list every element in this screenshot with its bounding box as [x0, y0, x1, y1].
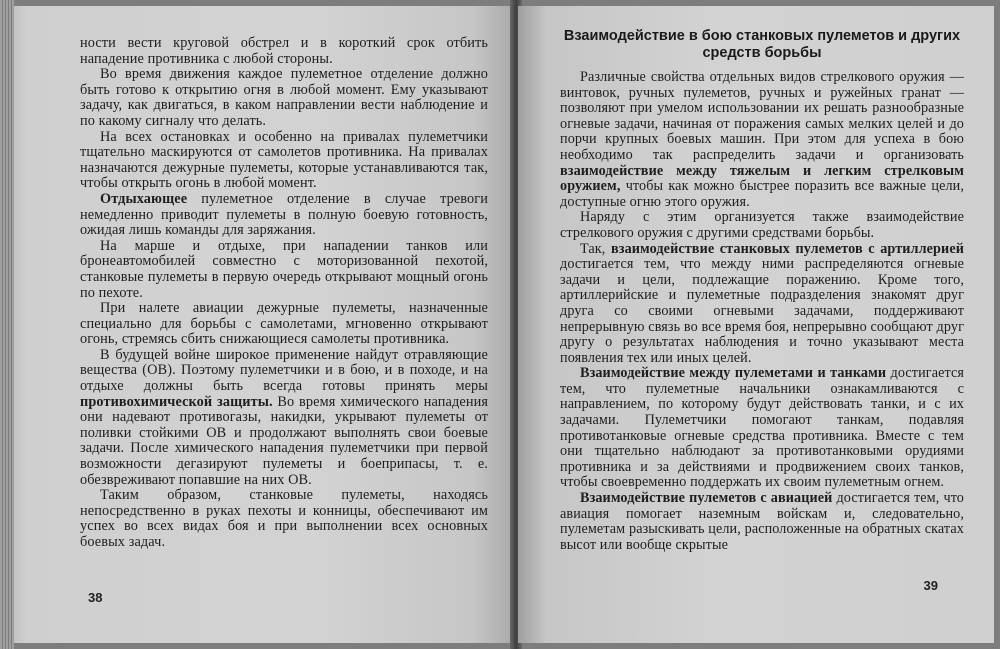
paragraph: [80, 348, 488, 488]
left-page-body: [80, 36, 488, 551]
paragraph: [560, 366, 964, 491]
text-run: Во время химического нападения они надевают противогазы, накидки, укрывают пулеметы от поливки стойкими ОВ и продолжают выполнять свои боевые задачи. После химического нападения пулеметчики при первой возможности дегазируют пулеметы и боеприпасы, т. е. обезвреживают попавшие на них ОВ.: [80, 393, 488, 488]
left-page-number: 38: [88, 590, 103, 605]
text-run: Различные свойства отдельных видов стрелкового оружия — винтовок, ручных пулеметов, ручных и ружейных гранат — позволяют при умелом использовании их решать разнообразные огневые задачи, начиная от поражения самых мелких целей и до порчи крупных боевых машин. При этом для успеха в бою необходимо так распределить задачи и организовать: [560, 69, 964, 163]
paragraph: [560, 491, 964, 553]
text-run: достигается тем, что между ними распределяются огневые задачи и цели, подлежащие поражению. Кроме того, артиллерийские и пулеметные подразделения знакомят друг друга со своими огневыми задачами, поддерживают непрерывную связь во все время боя, непрерывно сообщают друг другу о результатах наблюдения и точно указывают места появления тех или иных целей.: [560, 256, 964, 366]
text-run: На всех остановках и особенно на привалах пулеметчики тщательно маскируются от самолетов противника. На привалах назначаются дежурные пулеметы, которые устанавливаются так, чтобы открыть огонь в любой момент.: [80, 128, 488, 192]
bold-text: взаимодействие между тяжелым и легким стрелковым оружием,: [560, 162, 964, 195]
bold-text: взаимодействие станковых пулеметов с артиллерией: [611, 240, 964, 257]
paragraph: [80, 301, 488, 348]
text-run: На марше и отдыхе, при нападении танков или бронеавтомобилей совместно с моторизованной пехотой, станковые пулеметы в первую очередь открывают мощный огонь по пехоте.: [80, 237, 488, 301]
bold-text: противохимической защиты.: [80, 393, 273, 410]
paragraph: [80, 239, 488, 301]
paragraph: [80, 488, 488, 550]
bold-text: Взаимодействие между пулеметами и танками: [580, 365, 887, 382]
section-heading: Взаимодействие в бою станковых пулеметов и других средств борьбы: [563, 28, 961, 61]
right-page-number: 39: [923, 578, 938, 593]
left-page: [6, 6, 514, 643]
paragraph: [80, 130, 488, 192]
text-run: Наряду с этим организуется также взаимодействие стрелкового оружия с другими средствами борьбы.: [560, 209, 964, 241]
right-page: [518, 6, 994, 643]
paragraph: [80, 192, 488, 239]
paragraph: [560, 210, 964, 241]
paragraph: [80, 36, 488, 67]
text-run: Во время движения каждое пулеметное отделение должно быть готово к открытию огня в любой момент. Ему указывают задачу, как двигаться, в каком направлении вести наблюдение и по какому сигналу что делать.: [80, 66, 488, 129]
bold-text: Отдыхающее: [100, 190, 188, 207]
text-run: При налете авиации дежурные пулеметы, назначенные специально для борьбы с самолетами, мгновенно открывают огонь, стремясь сбить снижающиеся самолеты противника.: [80, 300, 488, 348]
paragraph: [80, 67, 488, 129]
text-run: достигается тем, что авиация помогает наземным войскам и, следовательно, пулеметам разыскивать цели, расположенные на обратных скатах высот или вообще скрытые: [560, 490, 964, 553]
page-edges: [0, 0, 14, 649]
text-run: достигается тем, что пулеметные начальники ознакамливаются с направлением, по которому будут действовать танки, и с их задачами. Пулеметчики помогают танкам, подавляя противотанковые огневые средства противника. Вместе с тем они тщательно наблюдают за противотанковыми орудиями противника и за действиями и продвижением своих танков, чтобы своевременно поддержать их своим пулеметным огнем.: [560, 365, 964, 491]
paragraph: [560, 242, 964, 367]
text-run: Таким образом, станковые пулеметы, находясь непосредственно в руках пехоты и конницы, обеспечивают им успех во всех видах боя и при выполнении всех основных боевых задач.: [80, 487, 488, 550]
bold-text: Взаимодействие пулеметов с авиацией: [580, 490, 833, 507]
text-run: Так,: [580, 240, 611, 257]
text-run: В будущей войне широкое применение найдут отравляющие вещества (ОВ). Поэтому пулеметчики и в бою, и в походе, и на отдыхе должны быть всегда готовы принять меры: [80, 346, 488, 395]
text-run: чтобы как можно быстрее поразить все важные цели, доступные огню этого оружия.: [560, 178, 964, 210]
right-page-body: [560, 70, 964, 553]
paragraph: [560, 70, 964, 210]
text-run: пулеметное отделение в случае тревоги немедленно приводит пулеметы в полную боевую готовность, ожидая лишь команды для заряжания.: [80, 190, 488, 239]
text-run: ности вести круговой обстрел и в короткий срок отбить нападение противника с любой стороны.: [80, 35, 488, 67]
